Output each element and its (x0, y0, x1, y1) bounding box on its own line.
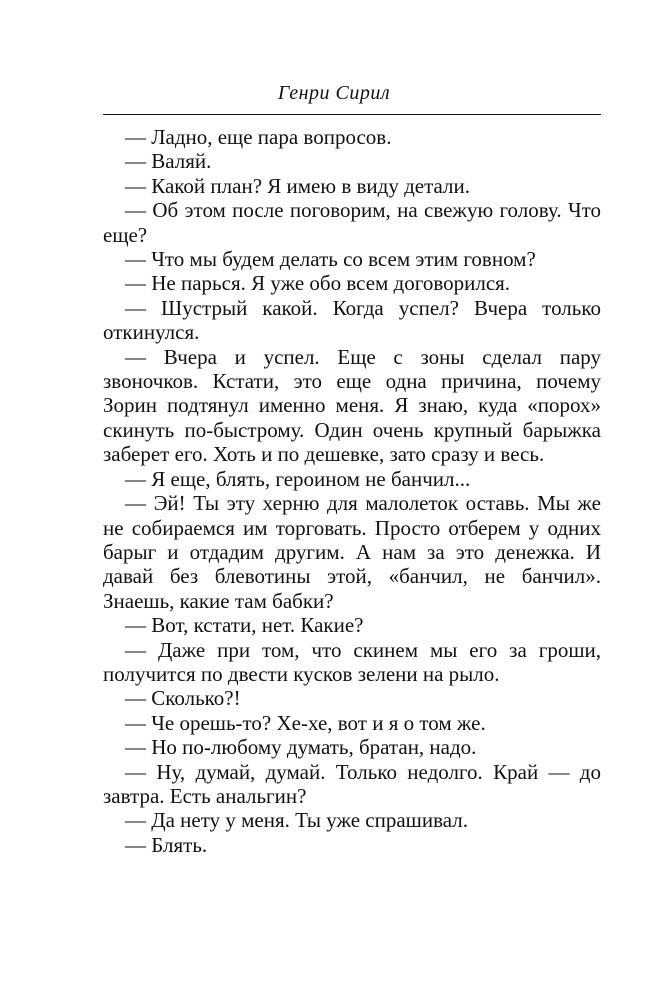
paragraph: — Сколько?! (125, 686, 241, 711)
paragraph: — Об этом после поговорим, на свежую голову. Что еще? (103, 198, 601, 247)
paragraph: — Я еще, блять, героином не банчил... (125, 466, 471, 491)
header-divider (103, 114, 601, 115)
paragraph: — Что мы будем делать со всем этим говном? (125, 247, 536, 272)
paragraph: — Эй! Ты эту херню для малолеток оставь. Мы же не собираемся им торговать. Просто отберем у одних барыг и отдадим другим. А нам за это денежка. И давай без блевотины этой, «банчил, не банчил». Знаешь, какие там бабки? (103, 491, 601, 613)
paragraph: — Ладно, еще пара вопросов. (125, 125, 392, 149)
paragraph: — Че орешь-то? Хе-хе, вот и я о том же. (125, 710, 486, 735)
paragraph: — Блять. (125, 832, 208, 857)
page-text (103, 125, 601, 857)
paragraph: — Да нету у меня. Ты уже спрашивал. (125, 808, 468, 833)
paragraph: — Не парься. Я уже обо всем договорился. (125, 271, 511, 296)
paragraph: — Но по-любому думать, братан, надо. (125, 735, 477, 760)
paragraph: — Вот, кстати, нет. Какие? (125, 613, 364, 638)
paragraph: — Какой план? Я имею в виду детали. (125, 173, 470, 198)
paragraph: — Вчера и успел. Еще с зоны сделал пару звоночков. Кстати, это еще одна причина, почему Зорин подтянул именно меня. Я знаю, куда «порох» скинуть по-быстрому. Один очень крупный барыжка заберет его. Хоть и по дешевке, зато сразу и весь. (103, 344, 601, 467)
paragraph: — Ну, думай, думай. Только недолго. Край — до завтра. Есть анальгин? (103, 759, 601, 808)
running-head-title: Генри Сирил (277, 82, 391, 104)
paragraph: — Шустрый какой. Когда успел? Вчера только откинулся. (103, 295, 601, 345)
paragraph: — Даже при том, что скинем мы его за гроши, получится по двести кусков зелени на рыло. (103, 637, 601, 686)
paragraph: — Валяй. (125, 149, 212, 174)
